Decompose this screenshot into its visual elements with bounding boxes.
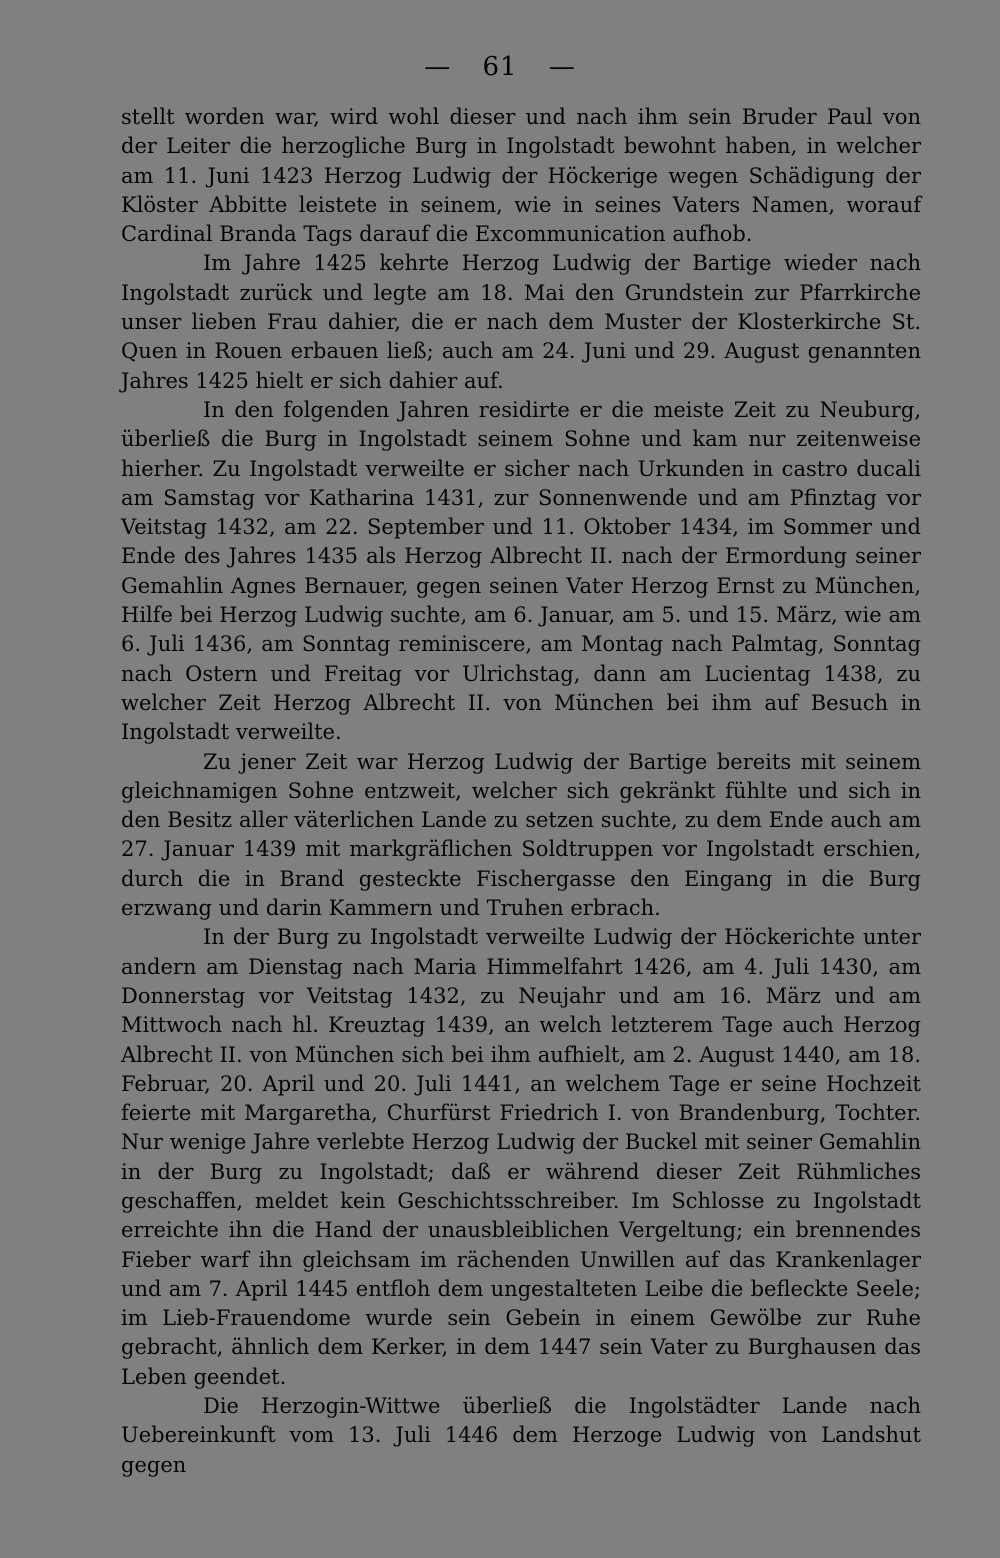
paragraph: In der Burg zu Ingolstadt verweilte Ludwig der Höckerichte unter andern am Dienstag nach Maria Himmelfahrt 1426, am 4. Juli 1430, am Donnerstag vor Veitstag 1432, zu Neujahr und am 16. März und am Mittwoch nach hl. Kreuztag 1439, an welch letzterem Tage auch Herzog Albrecht II. von München sich bei ihm aufhielt, am 2. August 1440, am 18. Februar, 20. April und 20. Juli 1441, an welchem Tage er seine Hochzeit feierte mit Margaretha, Churfürst Friedrich I. von Brandenburg, Tochter. Nur wenige Jahre verlebte Herzog Ludwig der Buckel mit seiner Gemahlin in der Burg zu Ingolstadt; daß er während dieser Zeit Rühmliches geschaffen, meldet kein Geschichtsschreiber. Im Schlosse zu Ingolstadt erreichte ihn die Hand der unausbleiblichen Vergeltung; ein brennendes Fieber warf ihn gleichsam im rächenden Unwillen auf das Krankenlager und am 7. April 1445 entfloh dem ungestalteten Leibe die befleckte Seele; im Lieb-Frauendome wurde sein Gebein in einem Gewölbe zur Ruhe gebracht, ähnlich dem Kerker, in dem 1447 sein Vater zu Burghausen das Leben geendet. [121,925,921,1389]
body-text [121,103,921,1480]
paragraph: Die Herzogin-Wittwe überließ die Ingolstädter Lande nach Uebereinkunft vom 13. Juli 1446 dem Herzoge Ludwig von Landshut gegen [121,1394,921,1477]
page-number-dash-left: — [424,52,452,82]
page-number-header [0,50,1000,84]
page-number-dash-right: — [548,52,576,82]
paragraph: Im Jahre 1425 kehrte Herzog Ludwig der Bartige wieder nach Ingolstadt zurück und legte am 18. Mai den Grundstein zur Pfarrkirche unser lieben Frau dahier, die er nach dem Muster der Klosterkirche St. Quen in Rouen erbauen ließ; auch am 24. Juni und 29. August genannten Jahres 1425 hielt er sich dahier auf. [121,251,921,393]
paragraph-continued: stellt worden war, wird wohl dieser und nach ihm sein Bruder Paul von der Leiter die herzogliche Burg in Ingolstadt bewohnt haben, in welcher am 11. Juni 1423 Herzog Ludwig der Höckerige wegen Schädigung der Klöster Abbitte leistete in seinem, wie in seines Vaters Namen, worauf Cardinal Branda Tags darauf die Excommunication aufhob. [121,105,921,247]
paragraph: Zu jener Zeit war Herzog Ludwig der Bartige bereits mit seinem gleichnamigen Sohne entzweit, welcher sich gekränkt fühlte und sich in den Besitz aller väterlichen Lande zu setzen suchte, zu dem Ende auch am 27. Januar 1439 mit markgräflichen Soldtruppen vor Ingolstadt erschien, durch die in Brand gesteckte Fischergasse den Eingang in die Burg erzwang und darin Kammern und Truhen erbrach. [121,749,921,921]
page-number: 61 [482,52,518,82]
paragraph: In den folgenden Jahren residirte er die meiste Zeit zu Neuburg, überließ die Burg in Ingolstadt seinem Sohne und kam nur zeitenweise hierher. Zu Ingolstadt verweilte er sicher nach Urkunden in castro ducali am Samstag vor Katharina 1431, zur Sonnenwende und am Pfinztag vor Veitstag 1432, am 22. September und 11. Oktober 1434, im Sommer und Ende des Jahres 1435 als Herzog Albrecht II. nach der Ermordung seiner Gemahlin Agnes Bernauer, gegen seinen Vater Herzog Ernst zu München, Hilfe bei Herzog Ludwig suchte, am 6. Januar, am 5. und 15. März, wie am 6. Juli 1436, am Sonntag reminiscere, am Montag nach Palmtag, Sonntag nach Ostern und Freitag vor Ulrichstag, dann am Lucientag 1438, zu welcher Zeit Herzog Albrecht II. von München bei ihm auf Besuch in Ingolstadt verweilte. [121,397,921,745]
